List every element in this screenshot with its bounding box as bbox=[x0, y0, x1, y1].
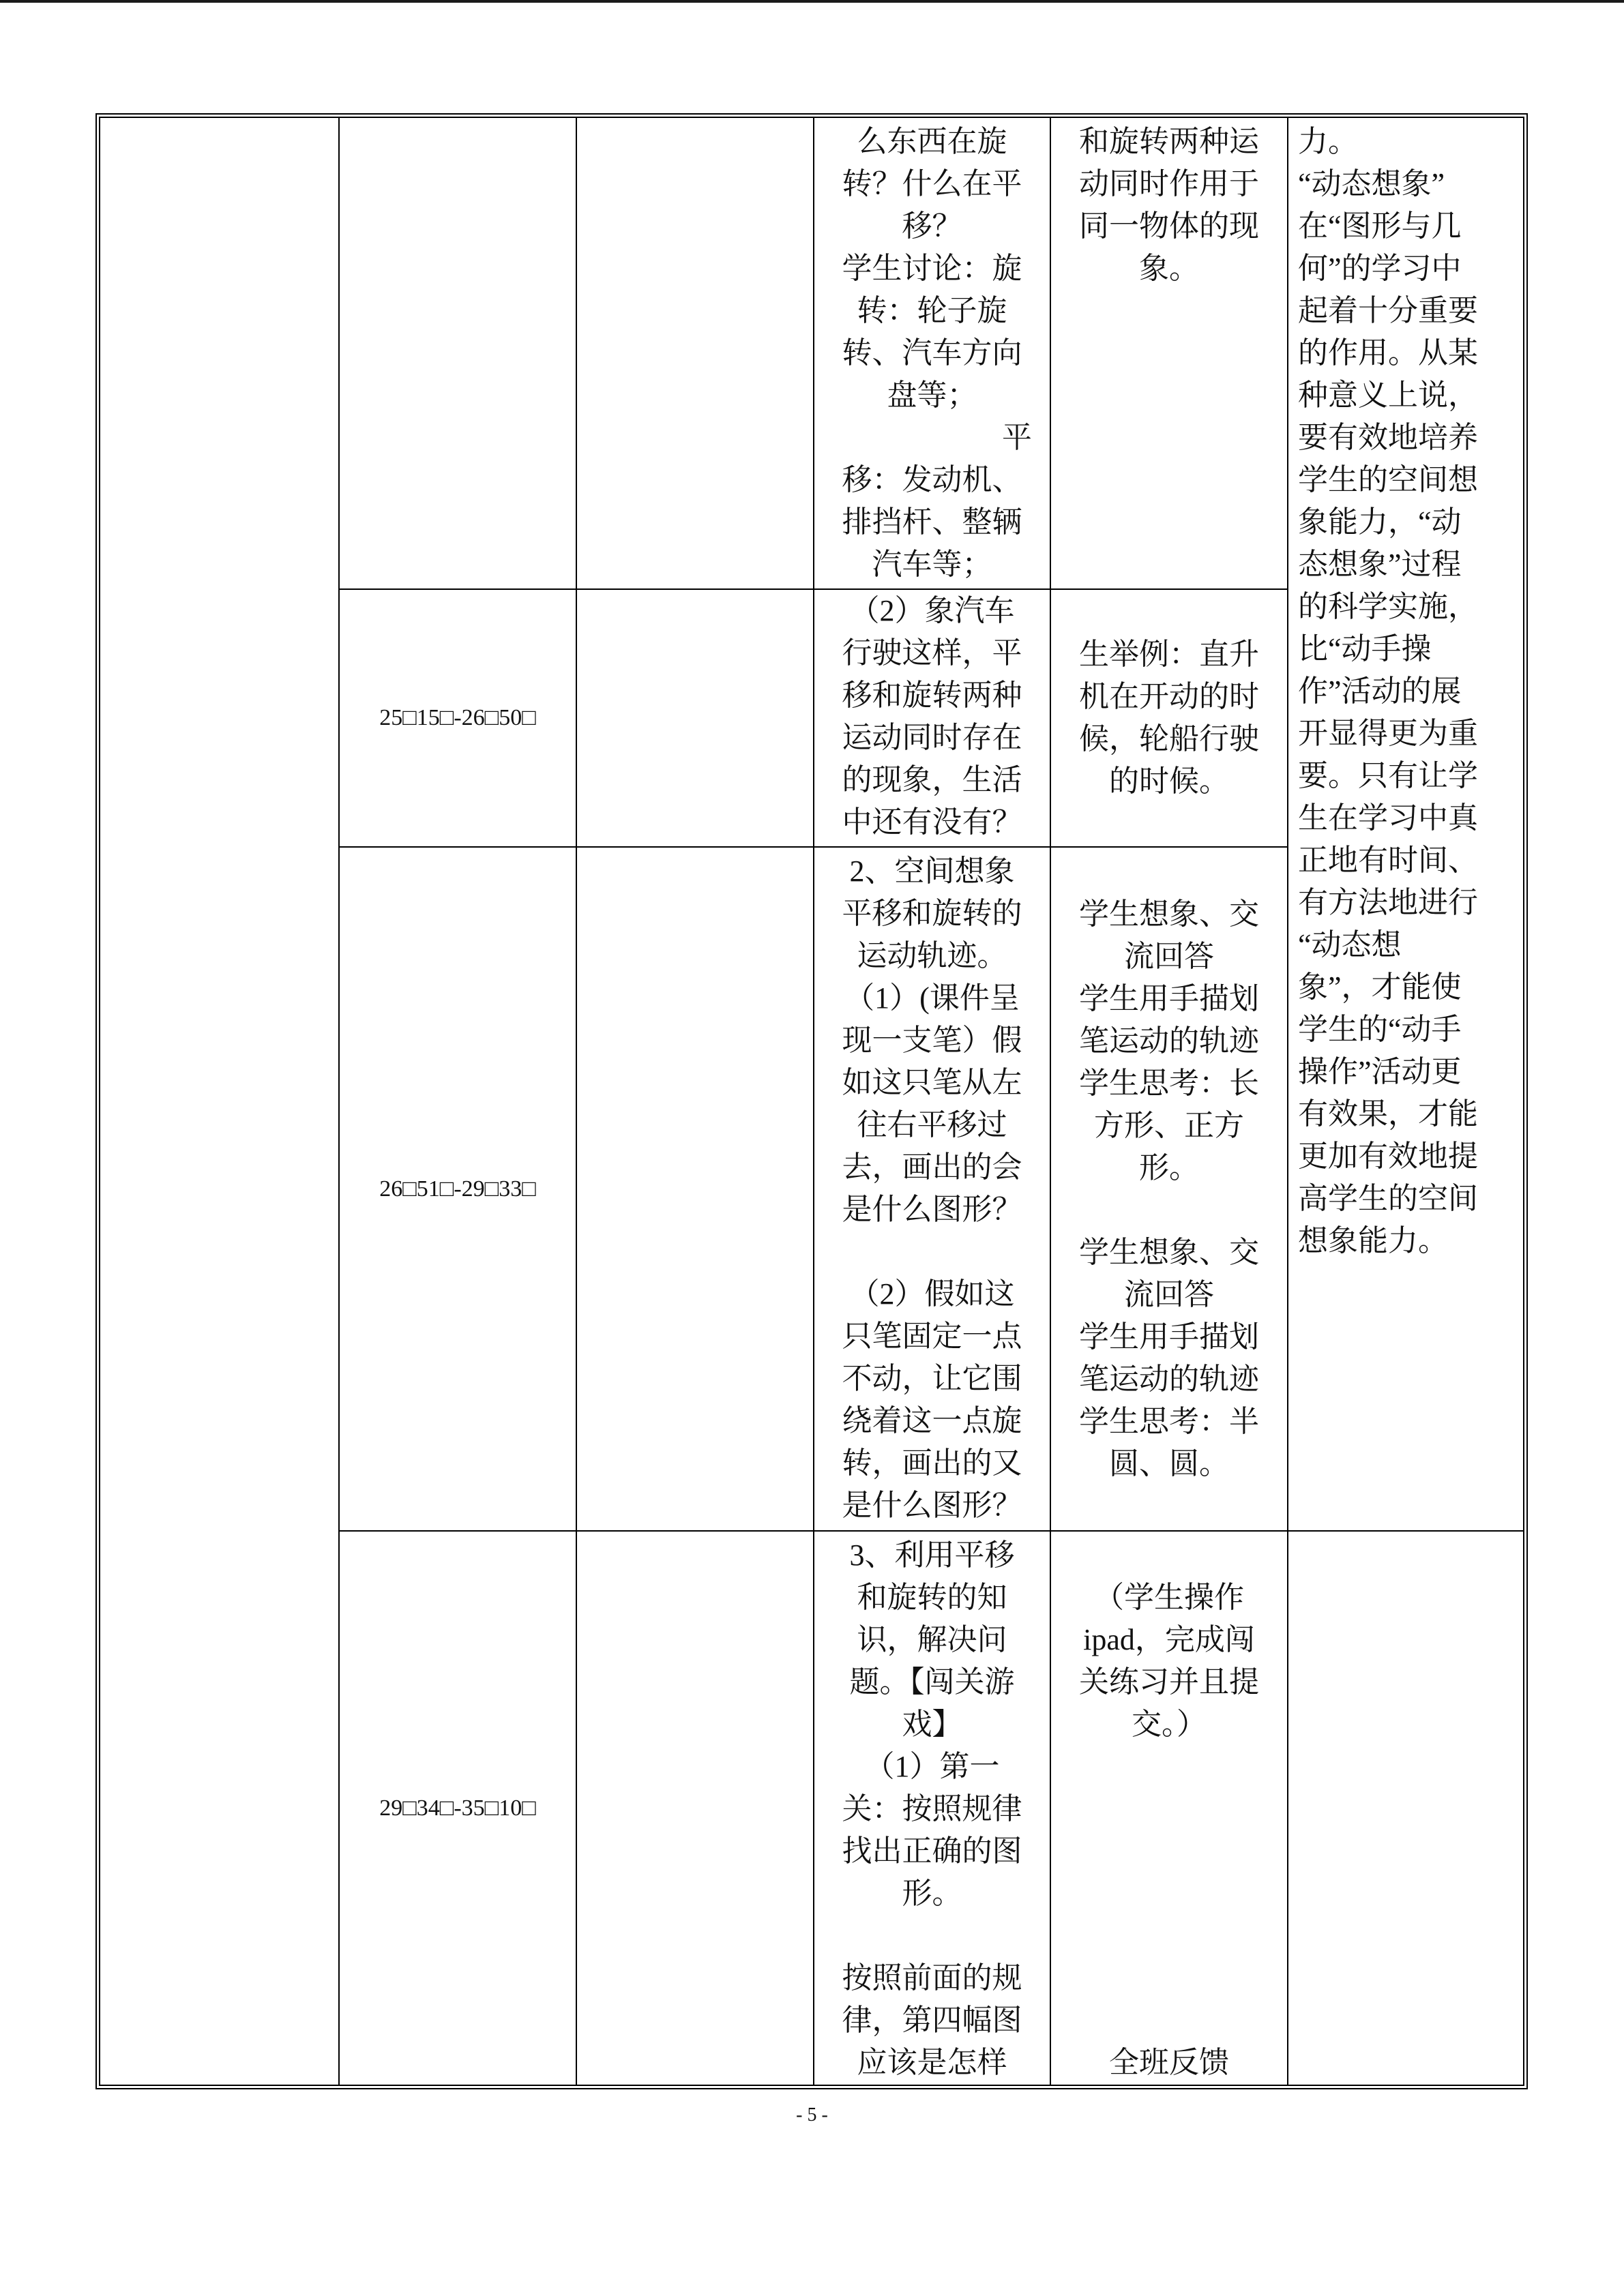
time-cell-empty bbox=[338, 118, 576, 588]
student-activity-line: 笔运动的轨迹 bbox=[1079, 1362, 1259, 1396]
teacher-activity-line: 移？ bbox=[902, 209, 962, 243]
teacher-activity-line: 移和旋转两种 bbox=[842, 679, 1022, 712]
empty-cell bbox=[576, 846, 813, 1530]
design-intent-line: 开显得更为重 bbox=[1298, 717, 1478, 750]
teacher-activity-line: 平 bbox=[1002, 421, 1032, 454]
student-activity-line: 和旋转两种运 bbox=[1079, 125, 1259, 158]
teacher-activity-line: 学生讨论：旋 bbox=[842, 252, 1022, 285]
student-activity-line: 交。） bbox=[1132, 1708, 1207, 1741]
teacher-activity-cell bbox=[813, 118, 1050, 588]
teacher-activity-line: 的现象，生活 bbox=[842, 763, 1022, 796]
student-activity-line: 象。 bbox=[1139, 252, 1199, 285]
design-intent-line: 想象能力。 bbox=[1298, 1224, 1448, 1257]
student-activity-line: 生举例：直升 bbox=[1079, 638, 1259, 671]
teacher-activity-line: 现一支笔）假 bbox=[842, 1024, 1022, 1057]
lesson-plan-grid bbox=[100, 118, 1523, 2085]
design-intent-line: 何”的学习中 bbox=[1298, 252, 1462, 285]
teacher-activity-cell bbox=[813, 1530, 1050, 2085]
design-intent-line: “动态想象” bbox=[1298, 167, 1445, 200]
section-cell-empty bbox=[100, 118, 338, 2085]
student-activity-cell bbox=[1050, 846, 1287, 1530]
teacher-activity-line: 形。 bbox=[902, 1877, 962, 1910]
student-activity-cell bbox=[1050, 588, 1287, 846]
student-activity-line: 学生思考：长 bbox=[1079, 1066, 1259, 1100]
teacher-activity-line: 是什么图形？ bbox=[842, 1489, 1022, 1522]
student-activity-line bbox=[1051, 1746, 1287, 1788]
teacher-activity-line: 2、空间想象 bbox=[849, 854, 1015, 888]
design-intent-line: 作”活动的展 bbox=[1298, 674, 1462, 708]
student-activity-line bbox=[1051, 1999, 1287, 2042]
teacher-activity-line: （2）象汽车 bbox=[849, 594, 1015, 627]
teacher-activity-line: 平移和旋转的 bbox=[842, 897, 1022, 930]
student-activity-line bbox=[1051, 1915, 1287, 1957]
teacher-activity-line bbox=[814, 1915, 1050, 1957]
teacher-activity-line: 汽车等； bbox=[872, 548, 992, 581]
scan-edge-line bbox=[0, 0, 1624, 3]
student-activity-line bbox=[1051, 1189, 1287, 1232]
teacher-activity-line: 移：发动机、 bbox=[842, 463, 1022, 496]
design-intent-line: 在“图形与几 bbox=[1298, 209, 1462, 243]
student-activity-line: 同一物体的现 bbox=[1079, 209, 1259, 243]
time-range-text: 29□34□-35□10□ bbox=[379, 1795, 536, 1821]
teacher-activity-line: 律，第四幅图 bbox=[842, 2003, 1022, 2037]
design-intent-line: 要。只有让学 bbox=[1298, 759, 1478, 792]
design-intent-line: 象”，才能使 bbox=[1298, 970, 1462, 1004]
design-intent-line: 学生的空间想 bbox=[1298, 463, 1478, 496]
design-intent-line: 的作用。从某 bbox=[1298, 336, 1478, 370]
student-activity-line: 笔运动的轨迹 bbox=[1079, 1024, 1259, 1058]
teacher-activity-line: 应该是怎样 bbox=[857, 2046, 1007, 2079]
student-activity-line: 学生想象、交 bbox=[1079, 897, 1259, 931]
student-activity-line: 机在开动的时 bbox=[1079, 680, 1259, 713]
teacher-activity-line: 绕着这一点旋 bbox=[842, 1404, 1022, 1437]
teacher-activity-line: 是什么图形？ bbox=[842, 1193, 1022, 1226]
teacher-activity-line: 运动轨迹。 bbox=[857, 939, 1007, 972]
teacher-activity-line: 按照前面的规 bbox=[842, 1961, 1022, 1995]
student-activity-line: ipad，完成闯 bbox=[1083, 1623, 1255, 1656]
design-intent-line: 正地有时间、 bbox=[1298, 844, 1478, 877]
student-activity-line: 学生思考：半 bbox=[1079, 1404, 1259, 1438]
student-activity-line: 候，轮船行驶 bbox=[1079, 722, 1259, 756]
design-intent-cell-empty bbox=[1287, 1530, 1523, 2085]
time-range-text: 26□51□-29□33□ bbox=[379, 1176, 536, 1202]
teacher-activity-line: 往右平移过 bbox=[857, 1108, 1007, 1142]
student-activity-line bbox=[1051, 1873, 1287, 1915]
empty-cell bbox=[576, 588, 813, 846]
student-activity-line: 动同时作用于 bbox=[1079, 167, 1259, 200]
design-intent-line: 力。 bbox=[1298, 125, 1358, 158]
design-intent-line: 种意义上说， bbox=[1298, 378, 1478, 412]
student-activity-line bbox=[1051, 1830, 1287, 1873]
student-activity-line: 学生用手描划 bbox=[1079, 981, 1259, 1015]
design-intent-line: 要有效地培养 bbox=[1298, 421, 1478, 454]
student-activity-line bbox=[1051, 1788, 1287, 1830]
page-number: - 5 - bbox=[796, 2104, 828, 2126]
design-intent-line: “动态想 bbox=[1298, 928, 1402, 961]
design-intent-line: 更加有效地提 bbox=[1298, 1139, 1478, 1173]
teacher-activity-line: 题。【闯关游 bbox=[849, 1665, 1015, 1699]
design-intent-line: 操作”活动更 bbox=[1298, 1055, 1462, 1088]
teacher-activity-line: 找出正确的图 bbox=[842, 1834, 1022, 1868]
student-activity-cell bbox=[1050, 1530, 1287, 2085]
teacher-activity-line: 转：轮子旋 bbox=[857, 294, 1007, 327]
teacher-activity-cell bbox=[813, 846, 1050, 1530]
design-intent-line: 有方法地进行 bbox=[1298, 886, 1478, 919]
teacher-activity-line: （1）第一 bbox=[864, 1750, 1000, 1783]
design-intent-line: 有效果，才能 bbox=[1298, 1097, 1478, 1131]
teacher-activity-line: 只笔固定一点 bbox=[842, 1320, 1022, 1353]
teacher-activity-line: 排挡杆、整辆 bbox=[842, 505, 1022, 539]
design-intent-line: 起着十分重要 bbox=[1298, 294, 1478, 327]
design-intent-line: 高学生的空间 bbox=[1298, 1182, 1478, 1215]
student-activity-line bbox=[1051, 1957, 1287, 1999]
design-intent-line: 比“动手操 bbox=[1298, 632, 1432, 666]
student-activity-line: 关练习并且提 bbox=[1079, 1665, 1259, 1699]
teacher-activity-cell bbox=[813, 588, 1050, 846]
student-activity-line: 圆、圆。 bbox=[1109, 1446, 1229, 1480]
teacher-activity-line: 盘等； bbox=[887, 378, 977, 412]
teacher-activity-line: 转、汽车方向 bbox=[842, 336, 1022, 370]
teacher-activity-line: 行驶这样，平 bbox=[842, 636, 1022, 670]
teacher-activity-line: 识，解决问 bbox=[857, 1623, 1007, 1656]
student-activity-line: 学生用手描划 bbox=[1079, 1320, 1259, 1354]
teacher-activity-line: 去，画出的会 bbox=[842, 1150, 1022, 1184]
teacher-activity-line: 关：按照规律 bbox=[842, 1792, 1022, 1825]
student-activity-line bbox=[1051, 1534, 1287, 1577]
design-intent-line: 象能力，“动 bbox=[1298, 505, 1462, 539]
student-activity-line: 全班反馈 bbox=[1109, 2046, 1229, 2079]
time-cell bbox=[338, 846, 576, 1530]
student-activity-line: 的时候。 bbox=[1109, 764, 1229, 798]
teacher-activity-line bbox=[814, 1231, 1050, 1273]
teacher-activity-line: 不动，让它围 bbox=[842, 1362, 1022, 1395]
student-activity-line: 形。 bbox=[1139, 1150, 1199, 1184]
teacher-activity-line: （1）(课件呈 bbox=[844, 981, 1020, 1015]
teacher-activity-line: 如这只笔从左 bbox=[842, 1066, 1022, 1099]
student-activity-cell bbox=[1050, 118, 1287, 588]
teacher-activity-line: 转，画出的又 bbox=[842, 1446, 1022, 1480]
student-activity-line: 流回答 bbox=[1124, 939, 1214, 973]
teacher-activity-line: 中还有没有？ bbox=[842, 805, 1022, 839]
teacher-activity-line: 转？什么在平 bbox=[842, 167, 1022, 200]
time-cell bbox=[338, 1530, 576, 2085]
teacher-activity-line: 戏】 bbox=[902, 1708, 962, 1741]
teacher-activity-line: （2）假如这 bbox=[849, 1277, 1015, 1311]
student-activity-line: 学生想象、交 bbox=[1079, 1235, 1259, 1269]
design-intent-line: 学生的“动手 bbox=[1298, 1013, 1462, 1046]
empty-cell bbox=[576, 118, 813, 588]
time-cell bbox=[338, 588, 576, 846]
design-intent-cell bbox=[1287, 118, 1523, 1530]
student-activity-line: （学生操作 bbox=[1094, 1581, 1244, 1614]
design-intent-line: 的科学实施， bbox=[1298, 590, 1478, 623]
teacher-activity-line: 么东西在旋 bbox=[857, 125, 1007, 158]
teacher-activity-line: 和旋转的知 bbox=[857, 1581, 1007, 1614]
time-range-text: 25□15□-26□50□ bbox=[379, 705, 536, 730]
empty-cell bbox=[576, 1530, 813, 2085]
teacher-activity-line: 运动同时存在 bbox=[842, 721, 1022, 754]
lesson-plan-table bbox=[95, 113, 1528, 2089]
teacher-activity-line: 3、利用平移 bbox=[849, 1538, 1015, 1572]
design-intent-line: 生在学习中真 bbox=[1298, 801, 1478, 835]
design-intent-line: 态想象”过程 bbox=[1298, 548, 1462, 581]
student-activity-line: 方形、正方 bbox=[1094, 1108, 1244, 1142]
student-activity-line: 流回答 bbox=[1124, 1277, 1214, 1311]
